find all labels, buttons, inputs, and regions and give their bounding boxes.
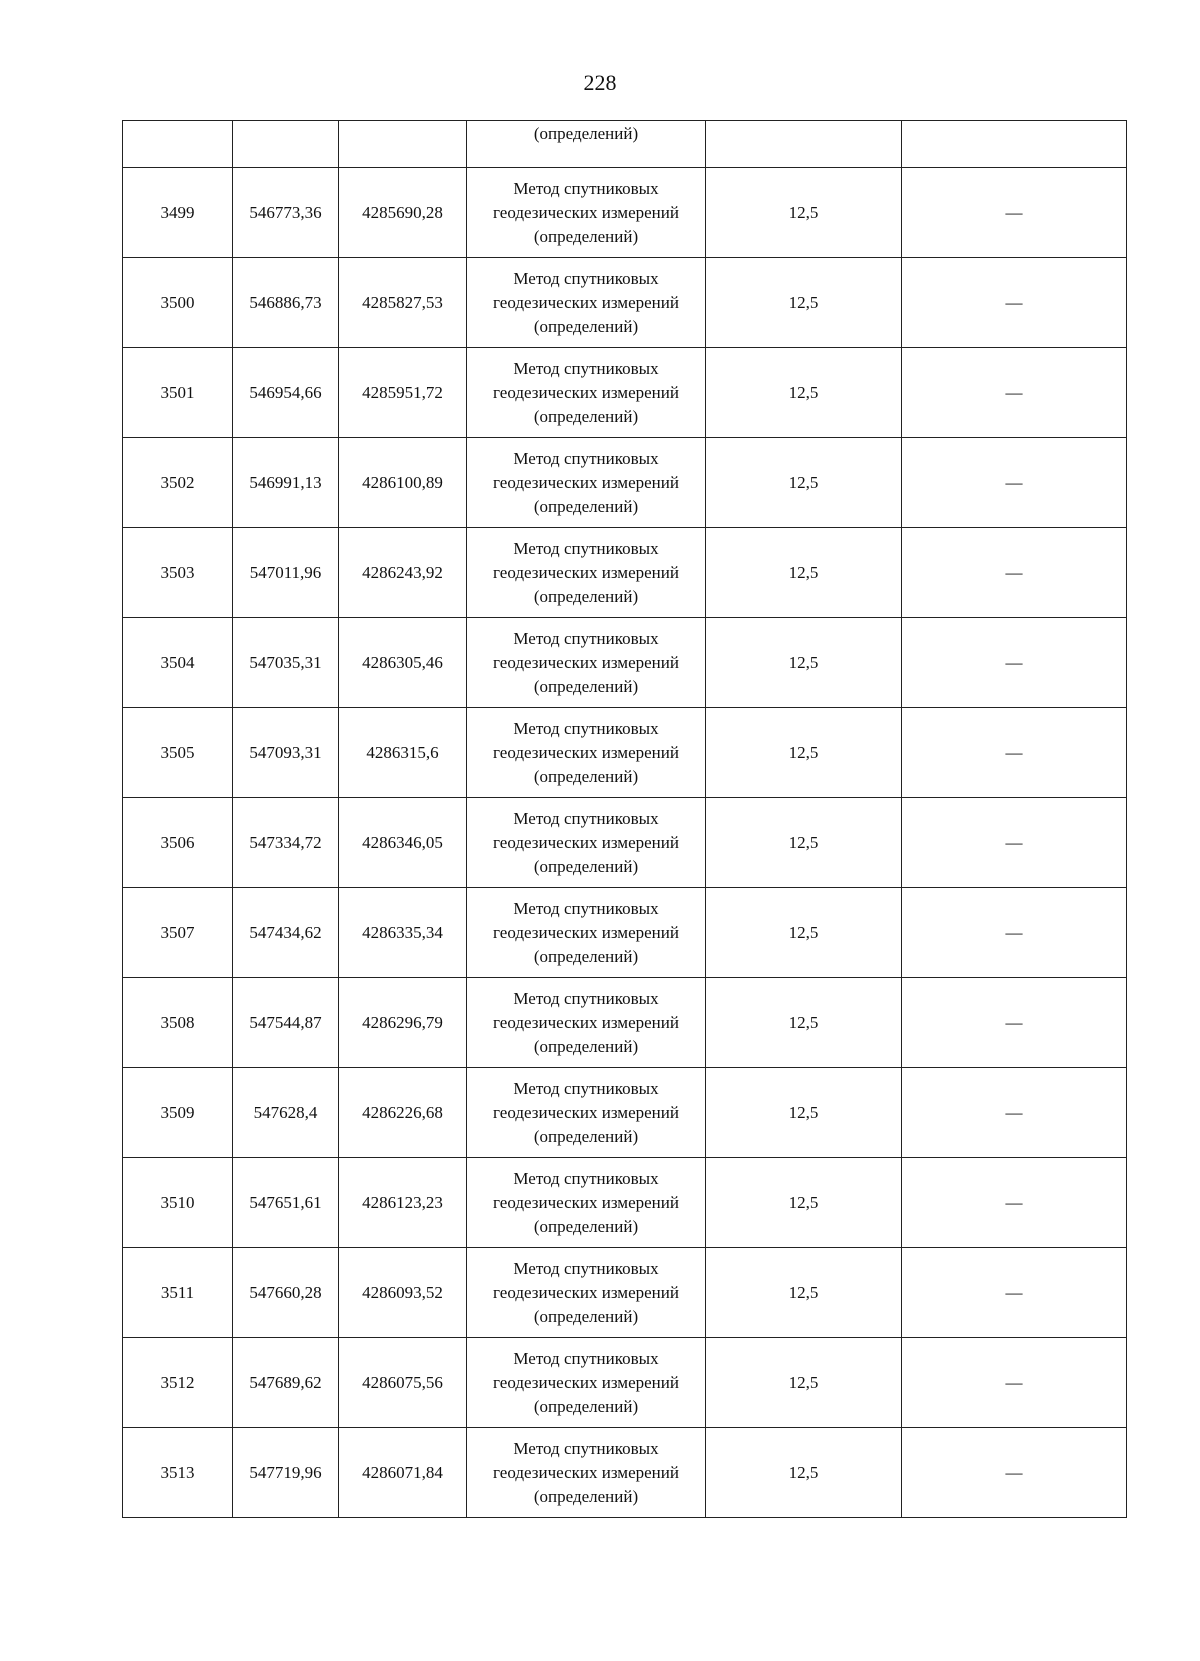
description-cell xyxy=(902,1428,1127,1518)
x-coordinate-cell: 547093,31 xyxy=(233,708,339,798)
table-row xyxy=(123,708,1127,798)
method-cell: Метод спутниковых геодезических измерений (определений) xyxy=(467,978,706,1068)
point-cell: 3513 xyxy=(123,1428,233,1518)
description-value: — xyxy=(1005,1102,1023,1122)
accuracy-value: 12,5 xyxy=(788,742,819,762)
point-cell: 3508 xyxy=(123,978,233,1068)
method-cell: Метод спутниковых геодезических измерений (определений) xyxy=(467,528,706,618)
description-cell xyxy=(902,168,1127,258)
description-cell xyxy=(902,1338,1127,1428)
accuracy-cell xyxy=(706,978,902,1068)
accuracy-value: 12,5 xyxy=(788,562,819,582)
y-coordinate-cell: 4286305,46 xyxy=(339,618,467,708)
accuracy-cell xyxy=(706,258,902,348)
accuracy-value: 12,5 xyxy=(788,1372,819,1392)
y-coordinate-cell: 4286093,52 xyxy=(339,1248,467,1338)
description-cell xyxy=(902,888,1127,978)
y-coordinate-cell: 4286296,79 xyxy=(339,978,467,1068)
x-coordinate-cell: 547628,4 xyxy=(233,1068,339,1158)
point-cell: 3509 xyxy=(123,1068,233,1158)
accuracy-value: 12,5 xyxy=(788,472,819,492)
point-cell: 3507 xyxy=(123,888,233,978)
point-cell: 3512 xyxy=(123,1338,233,1428)
x-coordinate-cell: 547719,96 xyxy=(233,1428,339,1518)
y-coordinate-cell: 4285690,28 xyxy=(339,168,467,258)
point-cell: 3510 xyxy=(123,1158,233,1248)
x-coordinate-cell: 546954,66 xyxy=(233,348,339,438)
description-value: — xyxy=(1005,1282,1023,1302)
accuracy-value: 12,5 xyxy=(788,652,819,672)
y-coordinate-cell: 4285951,72 xyxy=(339,348,467,438)
point-cell: 3511 xyxy=(123,1248,233,1338)
y-coordinate-cell: 4286123,23 xyxy=(339,1158,467,1248)
y-coordinate-cell: 4286315,6 xyxy=(339,708,467,798)
point-cell: 3501 xyxy=(123,348,233,438)
description-value: — xyxy=(1005,202,1023,222)
accuracy-value: 12,5 xyxy=(788,1462,819,1482)
y-coordinate-cell: 4286243,92 xyxy=(339,528,467,618)
description-value: — xyxy=(1005,1192,1023,1212)
table-row xyxy=(123,1338,1127,1428)
table-body xyxy=(123,121,1127,1518)
table-row xyxy=(123,1248,1127,1338)
table-row xyxy=(123,258,1127,348)
table-row xyxy=(123,168,1127,258)
table-row xyxy=(123,888,1127,978)
point-cell: 3504 xyxy=(123,618,233,708)
accuracy-value: 12,5 xyxy=(788,202,819,222)
accuracy-value: 12,5 xyxy=(788,1102,819,1122)
accuracy-value: 12,5 xyxy=(788,292,819,312)
accuracy-value: 12,5 xyxy=(788,382,819,402)
accuracy-cell xyxy=(706,708,902,798)
method-cell: Метод спутниковых геодезических измерений (определений) xyxy=(467,1338,706,1428)
x-coordinate-cell: 546773,36 xyxy=(233,168,339,258)
x-coordinate-cell: 547434,62 xyxy=(233,888,339,978)
y-coordinate-cell: 4286075,56 xyxy=(339,1338,467,1428)
method-cell: Метод спутниковых геодезических измерений (определений) xyxy=(467,348,706,438)
page-number: 228 xyxy=(583,70,617,95)
table-row xyxy=(123,1068,1127,1158)
accuracy-value: 12,5 xyxy=(788,832,819,852)
method-cell: Метод спутниковых геодезических измерений (определений) xyxy=(467,1068,706,1158)
description-cell xyxy=(902,528,1127,618)
description-value: — xyxy=(1005,652,1023,672)
method-cell: Метод спутниковых геодезических измерений (определений) xyxy=(467,1248,706,1338)
accuracy-cell xyxy=(706,168,902,258)
x-coordinate-cell: 547689,62 xyxy=(233,1338,339,1428)
accuracy-cell xyxy=(706,1068,902,1158)
continuation-row xyxy=(123,121,1127,168)
x-coordinate-cell: 547651,61 xyxy=(233,1158,339,1248)
description-cell xyxy=(902,1158,1127,1248)
description-cell xyxy=(902,618,1127,708)
x-coordinate-cell: 547544,87 xyxy=(233,978,339,1068)
y-coordinate-cell: 4286346,05 xyxy=(339,798,467,888)
accuracy-value: 12,5 xyxy=(788,1012,819,1032)
y-coordinate-cell: 4286100,89 xyxy=(339,438,467,528)
method-cell: Метод спутниковых геодезических измерений (определений) xyxy=(467,438,706,528)
point-cell: 3505 xyxy=(123,708,233,798)
method-cell: Метод спутниковых геодезических измерений (определений) xyxy=(467,258,706,348)
accuracy-cell xyxy=(706,798,902,888)
method-cell: Метод спутниковых геодезических измерений (определений) xyxy=(467,168,706,258)
coordinates-table xyxy=(122,120,1127,1518)
description-value: — xyxy=(1005,292,1023,312)
x-coordinate-cell: 546886,73 xyxy=(233,258,339,348)
table-row xyxy=(123,798,1127,888)
y-coordinate-cell: 4286071,84 xyxy=(339,1428,467,1518)
description-value: — xyxy=(1005,922,1023,942)
point-cell: 3499 xyxy=(123,168,233,258)
method-continuation-cell: (определений) xyxy=(467,121,706,168)
accuracy-cell xyxy=(706,1158,902,1248)
description-cell xyxy=(902,121,1127,168)
description-cell xyxy=(902,258,1127,348)
table-row xyxy=(123,978,1127,1068)
description-value: — xyxy=(1005,472,1023,492)
x-coordinate-cell: 547035,31 xyxy=(233,618,339,708)
accuracy-cell xyxy=(706,618,902,708)
point-cell: 3500 xyxy=(123,258,233,348)
x-coordinate-cell: 547011,96 xyxy=(233,528,339,618)
accuracy-cell xyxy=(706,1338,902,1428)
accuracy-cell xyxy=(706,528,902,618)
description-cell xyxy=(902,438,1127,528)
x-cell xyxy=(233,121,339,168)
method-cell: Метод спутниковых геодезических измерений (определений) xyxy=(467,798,706,888)
table-row xyxy=(123,1428,1127,1518)
description-value: — xyxy=(1005,1462,1023,1482)
accuracy-cell xyxy=(706,888,902,978)
method-cell: Метод спутниковых геодезических измерений (определений) xyxy=(467,1428,706,1518)
description-cell xyxy=(902,348,1127,438)
description-value: — xyxy=(1005,1012,1023,1032)
point-cell: 3503 xyxy=(123,528,233,618)
table-row xyxy=(123,1158,1127,1248)
point-cell: 3506 xyxy=(123,798,233,888)
accuracy-cell xyxy=(706,348,902,438)
method-cell: Метод спутниковых геодезических измерений (определений) xyxy=(467,618,706,708)
x-coordinate-cell: 546991,13 xyxy=(233,438,339,528)
description-cell xyxy=(902,1068,1127,1158)
method-cell: Метод спутниковых геодезических измерений (определений) xyxy=(467,708,706,798)
y-cell xyxy=(339,121,467,168)
point-cell: 3502 xyxy=(123,438,233,528)
description-cell xyxy=(902,978,1127,1068)
description-value: — xyxy=(1005,1372,1023,1392)
description-value: — xyxy=(1005,832,1023,852)
table-row xyxy=(123,348,1127,438)
description-cell xyxy=(902,708,1127,798)
x-coordinate-cell: 547334,72 xyxy=(233,798,339,888)
accuracy-value: 12,5 xyxy=(788,1282,819,1302)
table-row xyxy=(123,618,1127,708)
description-cell xyxy=(902,1248,1127,1338)
accuracy-cell xyxy=(706,1428,902,1518)
description-value: — xyxy=(1005,382,1023,402)
accuracy-value: 12,5 xyxy=(788,1192,819,1212)
accuracy-cell xyxy=(706,438,902,528)
x-coordinate-cell: 547660,28 xyxy=(233,1248,339,1338)
description-value: — xyxy=(1005,742,1023,762)
y-coordinate-cell: 4286335,34 xyxy=(339,888,467,978)
accuracy-cell xyxy=(706,1248,902,1338)
description-value: — xyxy=(1005,562,1023,582)
table-row xyxy=(123,438,1127,528)
method-cell: Метод спутниковых геодезических измерений (определений) xyxy=(467,888,706,978)
description-cell xyxy=(902,798,1127,888)
point-cell xyxy=(123,121,233,168)
table-row xyxy=(123,528,1127,618)
y-coordinate-cell: 4285827,53 xyxy=(339,258,467,348)
y-coordinate-cell: 4286226,68 xyxy=(339,1068,467,1158)
accuracy-cell xyxy=(706,121,902,168)
accuracy-value: 12,5 xyxy=(788,922,819,942)
method-cell: Метод спутниковых геодезических измерений (определений) xyxy=(467,1158,706,1248)
